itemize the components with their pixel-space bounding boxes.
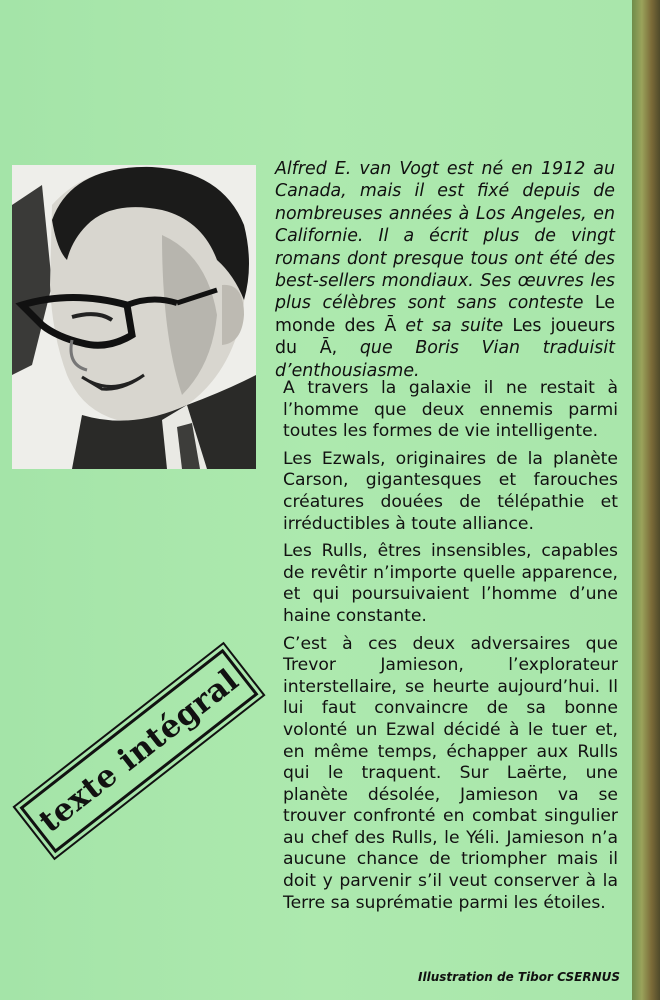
illustration-credit: Illustration de Tibor CSERNUS xyxy=(418,970,620,984)
book-synopsis xyxy=(283,378,618,920)
synopsis-paragraph: Les Ezwals, originaires de la planète Carson, gigantesques et farouches créatures douées de télépathie et irréductibles à toute alliance. xyxy=(283,448,618,534)
synopsis-paragraph: C’est à ces deux adversaires que Trevor Jamieson, l’explorateur interstellaire, se heurte aujourd’hui. Il lui faut convaincre de sa bonne volonté un Ezwal décidé à le tuer et, en même temps, échapper aux Rulls qui le traquent. Sur Laërte, une planète désolée, Jamieson va se trouver confronté en combat singulier au chef des Rulls, le Yéli. Jamieson n’a aucune chance de triompher mais il doit y parvenir s’il veut conserver à la Terre sa suprématie parmi les étoiles. xyxy=(283,633,618,913)
synopsis-paragraph: A travers la galaxie il ne restait à l’homme que deux ennemis parmi toutes les formes de vie intelligente. xyxy=(283,378,618,442)
book-title-le-monde-des-a: Le monde des Ā xyxy=(275,293,616,336)
synopsis-paragraph: Les Rulls, êtres insensibles, capables de revêtir n’importe quelle apparence, et qui poursuivaient l’homme d’une haine constante. xyxy=(283,541,618,626)
stamp-label: texte intégral xyxy=(32,662,246,840)
author-biography xyxy=(275,158,615,382)
bio-text-2: et sa suite xyxy=(405,315,504,336)
book-spine-edge xyxy=(632,0,660,1000)
bio-text-3: que Boris Vian traduisit d’enthousiasme. xyxy=(275,338,615,381)
bio-text-1: Alfred E. van Vogt est né en 1912 au Canada, mais il est fixé depuis de nombreuses années à Los Angeles, en Californie. Il a écrit plus de vingt romans dont presque tous ont été des best-sellers mondiaux. Ses œuvres les plus célèbres sont sans conteste xyxy=(275,159,615,314)
author-photo xyxy=(12,165,256,469)
book-title-les-joueurs-du-a: Les joueurs du Ā, xyxy=(275,315,616,359)
